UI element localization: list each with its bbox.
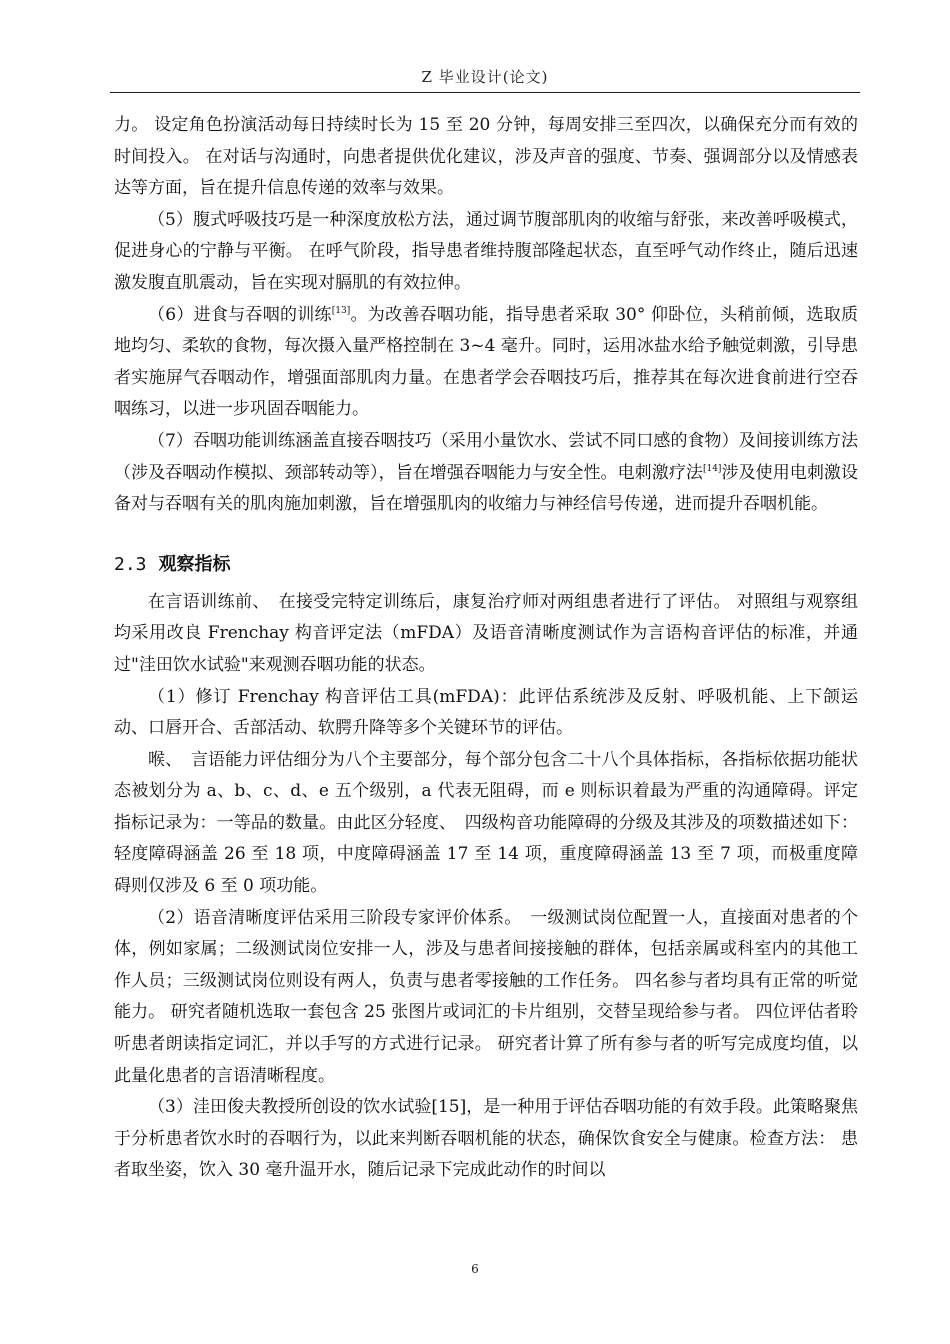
section-title: 观察指标 bbox=[158, 553, 231, 575]
paragraph bbox=[114, 205, 858, 300]
paragraph-text: （6）进食与吞咽的训练 bbox=[148, 304, 332, 325]
paragraph-text: （5）腹式呼吸技巧是一种深度放松方法，通过调节腹部肌肉的收缩与舒张，来改善呼吸模式，促进身心的宁静与平衡。 在呼气阶段，指导患者维持腹部隆起状态，直至呼气动作终止，随后迅速激发腹直肌震动，旨在实现对膈肌的有效拉伸。 bbox=[114, 209, 858, 293]
header-rule bbox=[110, 92, 860, 93]
paragraph-group-after bbox=[114, 587, 858, 1187]
page-number: 6 bbox=[471, 1262, 479, 1276]
header-title: Z 毕业设计(论文) bbox=[421, 68, 549, 86]
paragraph bbox=[114, 1092, 858, 1187]
paragraph-text: （3）洼田俊夫教授所创设的饮水试验[15]，是一种用于评估吞咽功能的有效手段。此策略聚焦于分析患者饮水时的吞咽行为，以此来判断吞咽机能的状态，确保饮食安全与健康。检查方法： 患者取坐姿，饮入 30 毫升温开水，随后记录下完成此动作的时间以 bbox=[114, 1097, 858, 1181]
page-body bbox=[114, 110, 858, 1187]
paragraph-text: 力。 设定角色扮演活动每日持续时长为 15 至 20 分钟，每周安排三至四次，以确保充分而有效的时间投入。 在对话与沟通时，向患者提供优化建议，涉及声音的强度、节奏、强调部分以及情感表达等方面，旨在提升信息传递的效率与效果。 bbox=[114, 115, 858, 199]
paragraph bbox=[114, 300, 858, 426]
paragraph-text: 。为改善吞咽功能，指导患者采取 30° 仰卧位，头稍前倾，选取质地均匀、柔软的食物，每次摄入量严格控制在 3~4 毫升。同时，运用冰盐水给予触觉刺激，引导患者实施屏气吞咽动作，增强面部肌肉力量。在患者学会吞咽技巧后，推荐其在每次进食前进行空吞咽练习，以进一步巩固吞咽能力。 bbox=[114, 304, 858, 420]
paragraph bbox=[114, 587, 858, 682]
paragraph bbox=[114, 745, 858, 903]
citation-marker: [13] bbox=[331, 305, 351, 316]
paragraph-text: 在言语训练前、 在接受完特定训练后，康复治疗师对两组患者进行了评估。 对照组与观察组均采用改良 Frenchay 构音评定法（mFDA）及语音清晰度测试作为言语构音评估的标准，并通过"洼田饮水试验"来观测吞咽功能的状态。 bbox=[114, 591, 858, 675]
citation-marker: [14] bbox=[702, 463, 722, 474]
paragraph-text: （7）吞咽功能训练涵盖直接吞咽技巧（采用小量饮水、尝试不同口感的食物）及间接训练方法（涉及吞咽动作模拟、颈部转动等），旨在增强吞咽能力与安全性。电刺激疗法 bbox=[114, 430, 858, 483]
paragraph bbox=[114, 682, 858, 745]
section-number: 2.3 bbox=[114, 553, 147, 575]
paragraph-text: （1）修订 Frenchay 构音评估工具(mFDA)：此评估系统涉及反射、呼吸机能、上下颌运动、口唇开合、舌部活动、软腭升降等多个关键环节的评估。 bbox=[114, 686, 858, 739]
paragraph-text: （2）语音清晰度评估采用三阶段专家评价体系。 一级测试岗位配置一人，直接面对患者的个体，例如家属；二级测试岗位安排一人，涉及与患者间接接触的群体，包括亲属或科室内的其他工作人员；三级测试岗位则设有两人，负责与患者零接触的工作任务。 四名参与者均具有正常的听觉能力。 研究者随机选取一套包含 25 张图片或词汇的卡片组别，交替呈现给参与者。 四位评估者聆听患者朗读指定词汇，并以手写的方式进行记录。 研究者计算了所有参与者的听写完成度均值，以此量化患者的言语清晰程度。 bbox=[114, 907, 858, 1086]
paragraph-group-before bbox=[114, 110, 858, 521]
section-heading bbox=[114, 551, 858, 579]
paragraph bbox=[114, 110, 858, 205]
paragraph-text: 涉及使用电刺激设备对与吞咽有关的肌肉施加刺激，旨在增强肌肉的收缩力与神经信号传递，进而提升吞咽机能。 bbox=[114, 462, 858, 515]
paragraph bbox=[114, 903, 858, 1093]
paragraph-text: 喉、 言语能力评估细分为八个主要部分，每个部分包含二十八个具体指标，各指标依据功能状态被划分为 a、b、c、d、e 五个级别，a 代表无阻碍，而 e 则标识着最为严重的沟通障碍。评定指标记录为：一等品的数量。由此区分轻度、 四级构音功能障碍的分级及其涉及的项数描述如下：轻度障碍涵盖 26 至 18 项，中度障碍涵盖 17 至 14 项，重度障碍涵盖 13 至 7 项，而极重度障碍则仅涉及 6 至 0 项功能。 bbox=[114, 749, 858, 897]
paragraph bbox=[114, 426, 858, 521]
